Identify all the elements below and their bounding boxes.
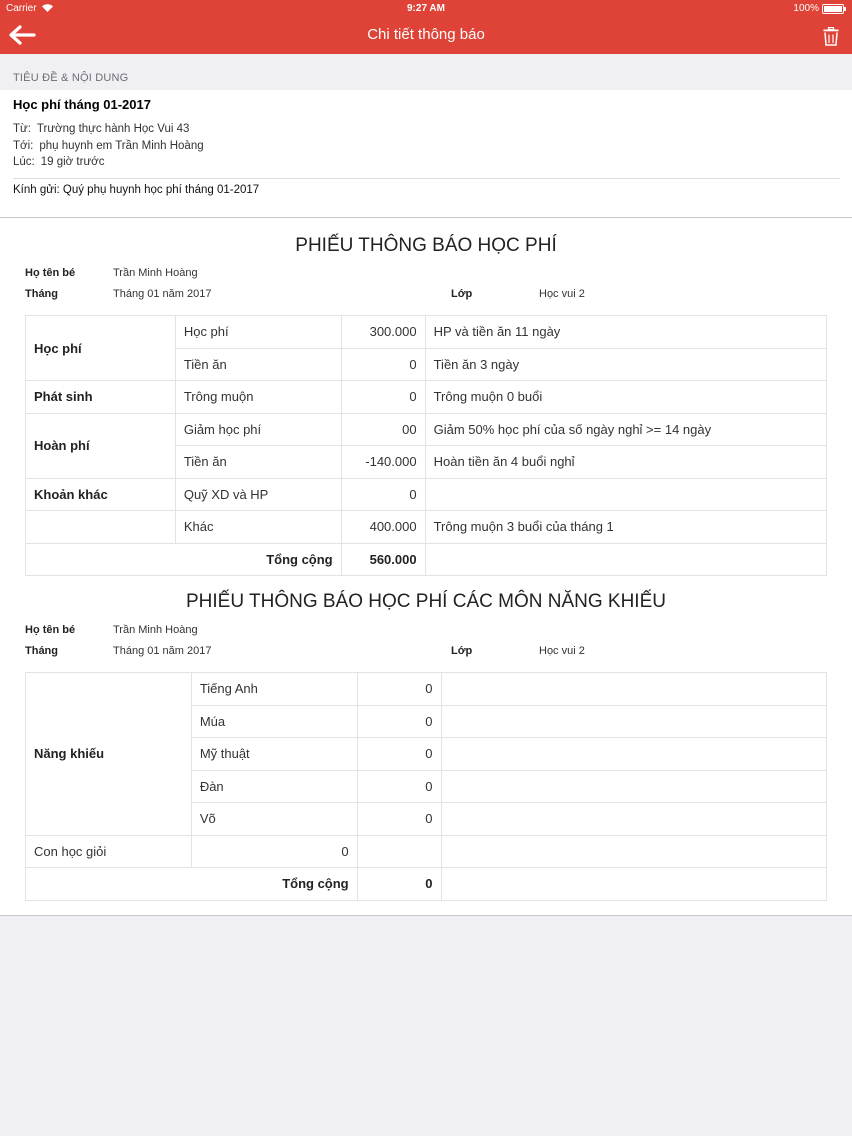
status-time: 9:27 AM [407,3,445,14]
class-value: Học vui 2 [539,645,585,657]
empty-cell [441,673,826,706]
item-label: Đàn [191,770,357,803]
item-amount: 0 [357,770,441,803]
group-label: Phát sinh [26,381,176,414]
carrier-label: Carrier [6,3,37,14]
class-value: Học vui 2 [539,288,585,300]
group-label: Hoàn phí [26,413,176,478]
time-value: 19 giờ trước [40,156,105,168]
total-row [26,543,827,576]
item-label: Múa [191,705,357,738]
talent-notice-title: PHIẾU THÔNG BÁO HỌC PHÍ CÁC MÔN NĂNG KHIẾU [186,591,666,612]
total-row [26,868,827,901]
item-amount: -140.000 [341,446,425,479]
item-label: Tiền ăn [175,446,341,479]
table-row [26,835,827,868]
battery-icon [822,4,844,14]
student-name-label: Họ tên bé [25,624,76,636]
message-to [13,140,204,152]
delete-button[interactable] [820,24,842,48]
battery-fill [824,6,842,12]
item-note: Trông muộn 3 buổi của tháng 1 [425,511,826,544]
item-label: Mỹ thuật [191,738,357,771]
from-value: Trường thực hành Học Vui 43 [36,123,190,135]
total-label: Tổng cộng [26,543,342,576]
item-amount: 0 [357,738,441,771]
item-note [425,478,826,511]
table-row [26,413,827,446]
empty-cell [441,803,826,836]
group-label: Khoản khác [26,478,176,511]
tuition-notice-title: PHIẾU THÔNG BÁO HỌC PHÍ [295,235,557,256]
section-header: TIÊU ĐỀ & NỘI DUNG [13,72,129,84]
item-amount: 300.000 [341,316,425,349]
month-value: Tháng 01 năm 2017 [113,288,212,300]
message-from [13,123,189,135]
month-label: Tháng [25,288,58,300]
item-label: Khác [175,511,341,544]
table-row [26,478,827,511]
item-amount: 0 [341,478,425,511]
item-amount: 0 [341,381,425,414]
battery-percent: 100% [793,3,819,14]
item-label: Tiếng Anh [191,673,357,706]
navigation-bar [0,0,852,54]
item-amount: 00 [341,413,425,446]
class-label: Lớp [451,288,473,300]
item-amount: 400.000 [341,511,425,544]
item-amount: 0 [357,705,441,738]
talent-table [25,672,827,901]
time-label: Lúc: [13,156,35,168]
empty-cell [441,770,826,803]
item-note: Giảm 50% học phí của số ngày nghỉ >= 14 ngày [425,413,826,446]
month-value: Tháng 01 năm 2017 [113,645,212,657]
total-amount: 560.000 [341,543,425,576]
item-label: Trông muộn [175,381,341,414]
divider [13,178,840,179]
item-note: Hoàn tiền ăn 4 buổi nghỉ [425,446,826,479]
class-label: Lớp [451,645,473,657]
item-label: Quỹ XD và HP [175,478,341,511]
item-note: Trông muộn 0 buổi [425,381,826,414]
item-amount: 0 [191,835,357,868]
table-row [26,673,827,706]
item-label: Con học giỏi [26,835,192,868]
item-label: Học phí [175,316,341,349]
divider [0,217,852,218]
empty-cell [441,835,826,868]
table-row [26,511,827,544]
student-name: Trần Minh Hoàng [113,267,198,279]
item-label: Tiền ăn [175,348,341,381]
to-label: Tới: [13,140,34,152]
empty-cell [441,738,826,771]
table-row [26,316,827,349]
empty-cell [425,543,826,576]
group-label: Học phí [26,316,176,381]
total-amount: 0 [357,868,441,901]
item-note: HP và tiền ăn 11 ngày [425,316,826,349]
notification-card [0,90,852,916]
item-label: Giảm học phí [175,413,341,446]
item-amount: 0 [357,673,441,706]
message-title: Học phí tháng 01-2017 [13,97,151,112]
student-name-label: Họ tên bé [25,267,76,279]
message-greeting: Kính gửi: Quý phụ huynh học phí tháng 01-2017 [13,184,260,196]
to-value: phụ huynh em Trần Minh Hoàng [39,140,204,152]
message-time [13,156,104,168]
tuition-table [25,315,827,576]
item-note: Tiền ăn 3 ngày [425,348,826,381]
empty-cell [26,511,176,544]
from-label: Từ: [13,123,31,135]
status-battery [793,3,844,14]
trash-icon [823,27,839,46]
empty-cell [441,868,826,901]
month-label: Tháng [25,645,58,657]
item-amount: 0 [341,348,425,381]
item-label: Võ [191,803,357,836]
table-row [26,381,827,414]
empty-cell [441,705,826,738]
item-amount: 0 [357,803,441,836]
page-title: Chi tiết thông báo [367,26,485,43]
student-name: Trần Minh Hoàng [113,624,198,636]
group-label: Năng khiếu [26,673,192,836]
total-label: Tổng cộng [26,868,358,901]
empty-cell [357,835,441,868]
